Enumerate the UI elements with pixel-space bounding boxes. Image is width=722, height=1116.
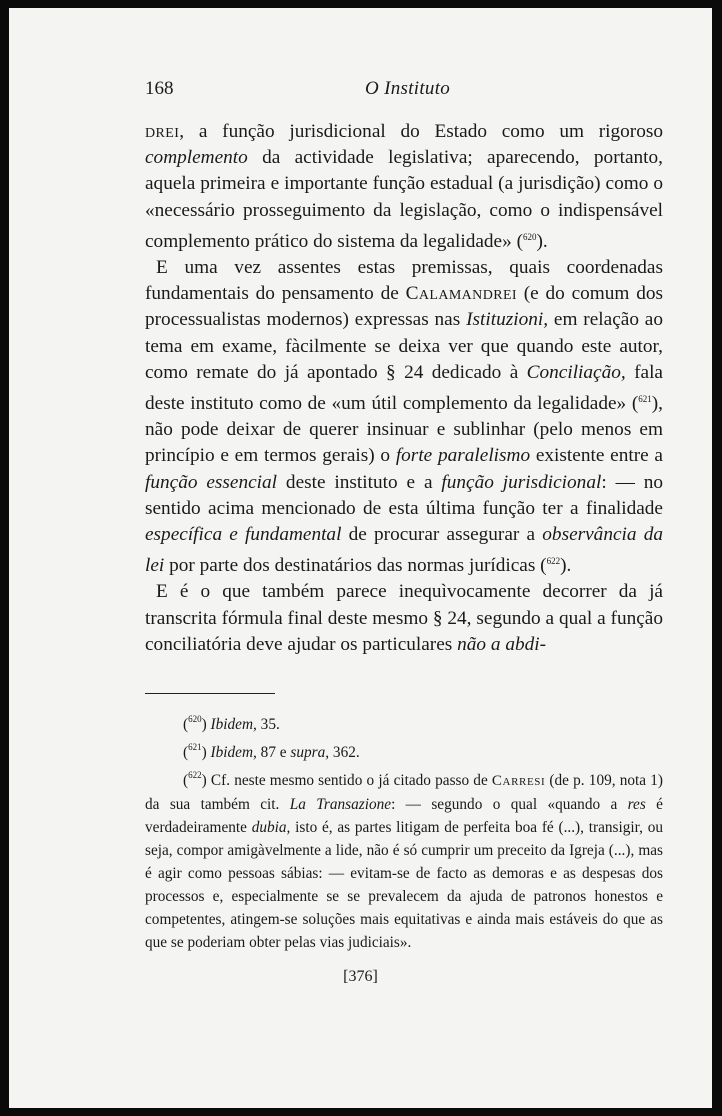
footnote-621: ($^{621}$) Ibidem, 87 e supra, 362. — [183, 742, 360, 761]
footnote-ref-622: 622 — [546, 556, 561, 567]
paragraph-1: drei, a função jurisdicional do Estado como um rigoroso complemento da actividade legislativa; aparecendo, portanto, aquela primeira e importante função estadual (a jurisdição) como o «necessário prosseguimento da legislação, como o indispensável complemento prático do sistema da legalidade» ($^{620}$). — [145, 121, 663, 252]
page-header — [145, 78, 665, 104]
main-text — [145, 119, 663, 658]
footnotes — [145, 708, 663, 954]
footnote-divider — [145, 693, 275, 694]
footnote-ref-621: 621 — [638, 394, 652, 405]
footnote-ref-620: 620 — [523, 231, 537, 242]
running-title: O Instituto — [365, 78, 451, 99]
book-page — [9, 8, 712, 1108]
footnote-620: ($^{620}$) Ibidem, 35. — [183, 714, 280, 733]
page-number: 168 — [145, 78, 174, 99]
footnote-622: ($^{622}$) Cf. neste mesmo sentido o já citado passo de Carresi (de p. 109, nota 1) da sua também cit. La Transazione: — segundo o qual «quando a res é verdadeiramente dubia, isto é, as partes litigam de perfeita boa fé (...), transigir, ou seja, compor amigàvelmente a lide, não é só cumprir um preceito da Igreja (...), mas é agir como pessoas sábias: — evitam-se de facto as demoras e as despesas dos processos e, especialmente se se prevalecem da ajuda de patronos honestos e competentes, atingem-se soluções mais equitativas e ainda mais estáveis do que as que se poderiam obter pelas vias judiciais». — [145, 770, 663, 951]
paragraph-2: E uma vez assentes estas premissas, quais coordenadas fundamentais do pensamento de Calamandrei (e do comum dos processualistas modernos) expressas nas Istituzioni, em relação ao tema em exame, fàcilmente se deixa ver que quando este autor, como remate do já apontado § 24 dedicado à Conciliação, fala deste instituto como de «um útil complemento da legalidade» ($^{621}$), não pode deixar de querer insinuar e sublinhar (pelo menos em princípio e em termos gerais) o forte paralelismo existente entre a função essencial deste instituto e a função jurisdicional: — no sentido acima mencionado de esta última função ter a finalidade específica e fundamental de procurar assegurar a observância da lei por parte dos destinatários das normas jurídicas ($^{622}$). — [145, 257, 664, 577]
folio-number: [376] — [343, 968, 378, 985]
paragraph-3: E é o que também parece inequìvocamente decorrer da já transcrita fórmula final deste mesmo § 24, segundo a qual a função conciliatória deve ajudar os particulares não a abdi- — [145, 581, 663, 655]
